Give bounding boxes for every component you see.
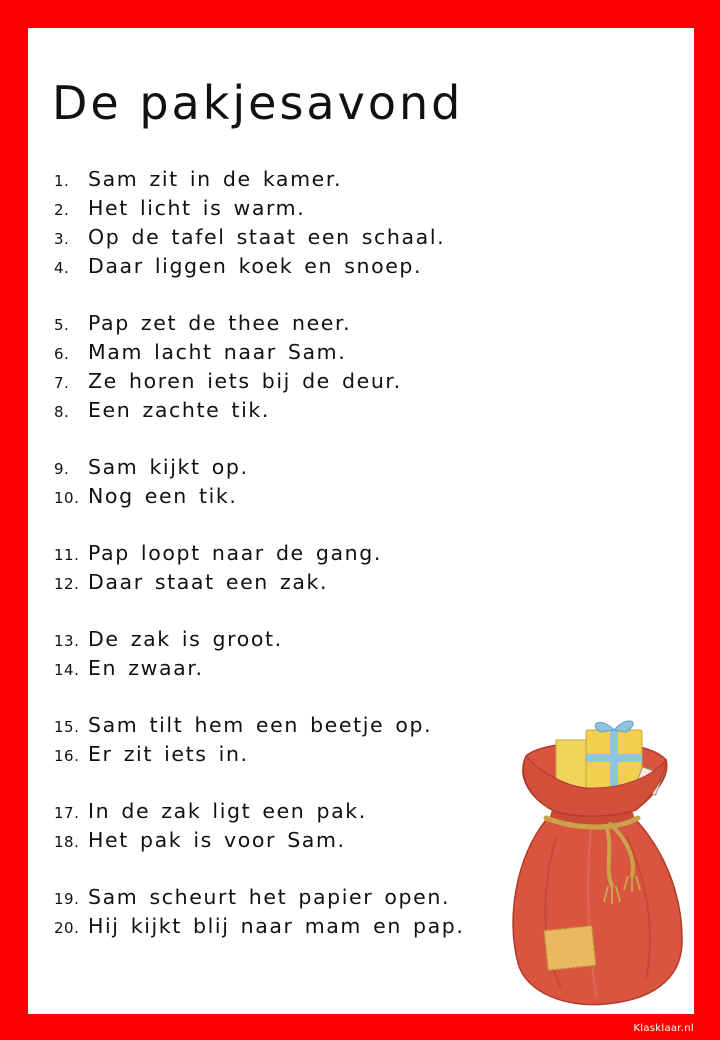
sentence-text: Pap loopt naar de gang. — [88, 541, 382, 565]
sentence-number: 10. — [54, 489, 80, 507]
sentence-row — [54, 482, 465, 511]
sentence-text: Een zachte tik. — [88, 398, 270, 422]
sentence-number: 12. — [54, 575, 80, 593]
sack-body — [513, 820, 682, 1005]
sentence-text: Ze horen iets bij de deur. — [88, 369, 402, 393]
sentence-row — [54, 396, 465, 425]
sentence-number: 15. — [54, 718, 80, 736]
sentence-group — [54, 883, 465, 941]
sentence-row — [54, 912, 465, 941]
sentence-row — [54, 797, 465, 826]
sentence-text: Pap zet de thee neer. — [88, 311, 352, 335]
sentence-group — [54, 711, 465, 769]
sentence-row — [54, 740, 465, 769]
sentence-row — [54, 654, 465, 683]
sentence-row — [54, 165, 465, 194]
sentence-row — [54, 453, 465, 482]
sack-patch — [544, 926, 596, 971]
sentence-number: 13. — [54, 632, 80, 650]
sentence-row — [54, 568, 465, 597]
sentence-number: 16. — [54, 747, 80, 765]
sentence-text: Op de tafel staat een schaal. — [88, 225, 446, 249]
gift-sack-icon — [486, 718, 696, 1008]
sentence-row — [54, 367, 465, 396]
sentence-row — [54, 223, 465, 252]
sentence-text: Er zit iets in. — [88, 742, 249, 766]
sentence-number: 11. — [54, 546, 80, 564]
sentence-number: 20. — [54, 919, 80, 937]
sentence-text: Daar staat een zak. — [88, 570, 329, 594]
sentence-text: En zwaar. — [88, 656, 204, 680]
sentence-row — [54, 338, 465, 367]
sentence-number: 9. — [54, 460, 70, 478]
sentence-text: Sam kijkt op. — [88, 455, 249, 479]
sentence-row — [54, 826, 465, 855]
sentence-row — [54, 252, 465, 281]
sentence-group — [54, 625, 465, 683]
sentence-text: Nog een tik. — [88, 484, 238, 508]
sentence-number: 6. — [54, 345, 70, 363]
sentence-text: Het licht is warm. — [88, 196, 306, 220]
sentence-list — [54, 165, 465, 969]
sentence-group — [54, 539, 465, 597]
sentence-text: Mam lacht naar Sam. — [88, 340, 347, 364]
sentence-text: Het pak is voor Sam. — [88, 828, 346, 852]
sentence-text: Sam tilt hem een beetje op. — [88, 713, 433, 737]
ribbon-bow — [595, 721, 633, 732]
sentence-number: 2. — [54, 201, 70, 219]
sentence-number: 18. — [54, 833, 80, 851]
sentence-number: 17. — [54, 804, 80, 822]
sentence-number: 14. — [54, 661, 80, 679]
sentence-number: 7. — [54, 374, 70, 392]
sentence-text: In de zak ligt een pak. — [88, 799, 367, 823]
sentence-group — [54, 797, 465, 855]
sentence-text: Sam zit in de kamer. — [88, 167, 343, 191]
sentence-row — [54, 711, 465, 740]
sentence-group — [54, 165, 465, 281]
sentence-number: 1. — [54, 172, 70, 190]
sentence-row — [54, 309, 465, 338]
sentence-row — [54, 883, 465, 912]
sentence-group — [54, 453, 465, 511]
sentence-number: 8. — [54, 403, 70, 421]
sentence-number: 3. — [54, 230, 70, 248]
sentence-text: De zak is groot. — [88, 627, 283, 651]
sentence-row — [54, 194, 465, 223]
sentence-text: Hij kijkt blij naar mam en pap. — [88, 914, 465, 938]
sentence-text: Sam scheurt het papier open. — [88, 885, 451, 909]
worksheet — [28, 28, 694, 1014]
sentence-text: Daar liggen koek en snoep. — [88, 254, 423, 278]
sentence-row — [54, 625, 465, 654]
footer-brand: Klasklaar.nl — [633, 1023, 694, 1034]
sentence-number: 19. — [54, 890, 80, 908]
sentence-number: 4. — [54, 259, 70, 277]
sentence-group — [54, 309, 465, 425]
sentence-row — [54, 539, 465, 568]
page-title: De pakjesavond — [52, 76, 464, 130]
sentence-number: 5. — [54, 316, 70, 334]
